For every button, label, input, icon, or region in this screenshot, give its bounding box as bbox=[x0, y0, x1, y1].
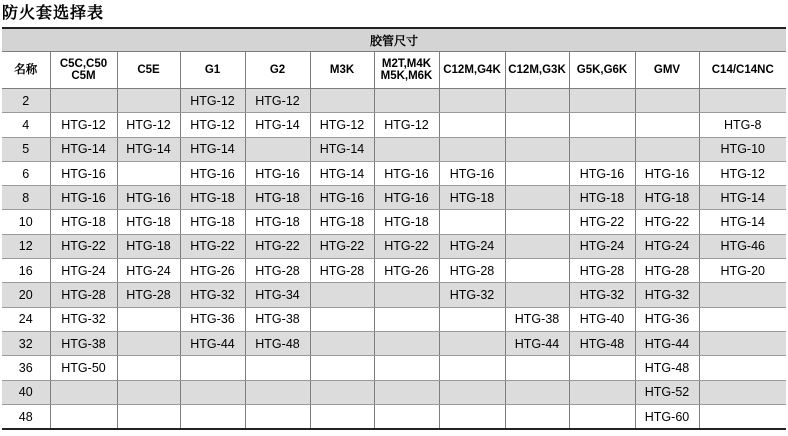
table-cell: HTG-48 bbox=[245, 331, 310, 355]
table-cell bbox=[699, 307, 786, 331]
table-row bbox=[2, 210, 786, 234]
column-header: M2T,M4K M5K,M6K bbox=[374, 52, 439, 89]
table-cell bbox=[50, 380, 117, 404]
table-cell: HTG-16 bbox=[374, 161, 439, 185]
table-row bbox=[2, 113, 786, 137]
table-cell: HTG-46 bbox=[699, 234, 786, 258]
size-cell: 40 bbox=[2, 380, 50, 404]
table-cell: HTG-22 bbox=[180, 234, 245, 258]
table-row bbox=[2, 380, 786, 404]
table-cell bbox=[310, 283, 374, 307]
table-cell bbox=[50, 89, 117, 113]
table-row bbox=[2, 234, 786, 258]
table-cell: HTG-14 bbox=[310, 137, 374, 161]
table-row bbox=[2, 331, 786, 355]
table-row bbox=[2, 259, 786, 283]
table-cell bbox=[505, 404, 569, 429]
table-cell bbox=[569, 356, 635, 380]
page-title: 防火套选择表 bbox=[2, 3, 105, 22]
table-cell: HTG-60 bbox=[635, 404, 699, 429]
table-cell bbox=[117, 89, 180, 113]
table-cell: HTG-44 bbox=[505, 331, 569, 355]
table-cell: HTG-18 bbox=[439, 186, 505, 210]
table-cell bbox=[569, 380, 635, 404]
table-cell bbox=[505, 283, 569, 307]
column-header: G5K,G6K bbox=[569, 52, 635, 89]
table-cell bbox=[505, 89, 569, 113]
table-cell: HTG-16 bbox=[245, 161, 310, 185]
table-cell: HTG-14 bbox=[180, 137, 245, 161]
table-cell bbox=[180, 356, 245, 380]
table-cell: HTG-18 bbox=[180, 186, 245, 210]
table-cell bbox=[505, 210, 569, 234]
table-cell: HTG-18 bbox=[569, 186, 635, 210]
table-cell: HTG-16 bbox=[180, 161, 245, 185]
table-row bbox=[2, 307, 786, 331]
table-cell: HTG-18 bbox=[180, 210, 245, 234]
column-header: C12M,G3K bbox=[505, 52, 569, 89]
size-cell: 48 bbox=[2, 404, 50, 429]
column-header: GMV bbox=[635, 52, 699, 89]
table-cell: HTG-18 bbox=[117, 234, 180, 258]
table-cell: HTG-14 bbox=[310, 161, 374, 185]
table-cell bbox=[439, 113, 505, 137]
size-cell: 2 bbox=[2, 89, 50, 113]
table-cell bbox=[439, 307, 505, 331]
selection-table bbox=[2, 27, 786, 430]
table-cell bbox=[374, 404, 439, 429]
table-cell: HTG-26 bbox=[180, 259, 245, 283]
table-cell: HTG-28 bbox=[50, 283, 117, 307]
table-cell bbox=[374, 89, 439, 113]
table-cell bbox=[699, 283, 786, 307]
column-header: G1 bbox=[180, 52, 245, 89]
table-cell: HTG-28 bbox=[245, 259, 310, 283]
table-cell: HTG-10 bbox=[699, 137, 786, 161]
table-cell bbox=[439, 380, 505, 404]
column-header: C14/C14NC bbox=[699, 52, 786, 89]
table-cell: HTG-38 bbox=[505, 307, 569, 331]
table-cell bbox=[310, 331, 374, 355]
table-row bbox=[2, 89, 786, 113]
table-cell bbox=[50, 404, 117, 429]
size-cell: 20 bbox=[2, 283, 50, 307]
table-cell bbox=[374, 307, 439, 331]
table-cell: HTG-20 bbox=[699, 259, 786, 283]
table-cell: HTG-24 bbox=[569, 234, 635, 258]
column-header: 名称 bbox=[2, 52, 50, 89]
table-row bbox=[2, 137, 786, 161]
table-cell bbox=[569, 404, 635, 429]
table-cell bbox=[439, 210, 505, 234]
table-cell: HTG-12 bbox=[180, 89, 245, 113]
table-row bbox=[2, 161, 786, 185]
table-cell bbox=[245, 356, 310, 380]
table-cell bbox=[310, 404, 374, 429]
table-cell bbox=[505, 234, 569, 258]
table-cell bbox=[699, 89, 786, 113]
table-cell: HTG-16 bbox=[374, 186, 439, 210]
table-cell: HTG-22 bbox=[50, 234, 117, 258]
table-cell bbox=[439, 404, 505, 429]
table-cell: HTG-48 bbox=[569, 331, 635, 355]
table-cell: HTG-28 bbox=[439, 259, 505, 283]
table-cell bbox=[310, 380, 374, 404]
table-cell: HTG-22 bbox=[569, 210, 635, 234]
table-cell bbox=[374, 356, 439, 380]
table-cell bbox=[117, 331, 180, 355]
table-cell: HTG-24 bbox=[50, 259, 117, 283]
column-header: C5C,C50 C5M bbox=[50, 52, 117, 89]
table-cell bbox=[699, 404, 786, 429]
table-cell bbox=[699, 380, 786, 404]
table-cell: HTG-22 bbox=[635, 210, 699, 234]
table-cell bbox=[117, 356, 180, 380]
table-row bbox=[2, 186, 786, 210]
table-cell bbox=[180, 380, 245, 404]
table-cell: HTG-14 bbox=[50, 137, 117, 161]
table-cell: HTG-18 bbox=[245, 210, 310, 234]
table-cell bbox=[439, 331, 505, 355]
table-cell: HTG-22 bbox=[310, 234, 374, 258]
table-cell bbox=[439, 356, 505, 380]
table-cell: HTG-32 bbox=[180, 283, 245, 307]
table-cell: HTG-26 bbox=[374, 259, 439, 283]
table-cell: HTG-12 bbox=[374, 113, 439, 137]
table-cell: HTG-12 bbox=[245, 89, 310, 113]
table-cell bbox=[439, 137, 505, 161]
table-cell: HTG-18 bbox=[117, 210, 180, 234]
table-cell bbox=[117, 161, 180, 185]
table-cell bbox=[310, 356, 374, 380]
table-cell bbox=[245, 404, 310, 429]
table-cell: HTG-52 bbox=[635, 380, 699, 404]
table-cell: HTG-16 bbox=[117, 186, 180, 210]
table-cell bbox=[374, 137, 439, 161]
table-cell: HTG-22 bbox=[374, 234, 439, 258]
table-cell: HTG-36 bbox=[635, 307, 699, 331]
size-cell: 8 bbox=[2, 186, 50, 210]
group-header: 胶管尺寸 bbox=[2, 28, 786, 52]
table-cell: HTG-24 bbox=[117, 259, 180, 283]
table-cell bbox=[310, 89, 374, 113]
table-cell: HTG-18 bbox=[310, 210, 374, 234]
table-cell: HTG-40 bbox=[569, 307, 635, 331]
table-cell: HTG-16 bbox=[439, 161, 505, 185]
table-cell bbox=[374, 380, 439, 404]
column-header: G2 bbox=[245, 52, 310, 89]
size-cell: 16 bbox=[2, 259, 50, 283]
column-header: C5E bbox=[117, 52, 180, 89]
table-cell: HTG-38 bbox=[50, 331, 117, 355]
table-cell bbox=[180, 404, 245, 429]
table-cell bbox=[505, 356, 569, 380]
table-cell: HTG-24 bbox=[439, 234, 505, 258]
size-cell: 36 bbox=[2, 356, 50, 380]
table-cell bbox=[635, 113, 699, 137]
table-cell bbox=[245, 137, 310, 161]
table-cell: HTG-50 bbox=[50, 356, 117, 380]
table-cell: HTG-38 bbox=[245, 307, 310, 331]
size-cell: 4 bbox=[2, 113, 50, 137]
table-cell: HTG-32 bbox=[439, 283, 505, 307]
table-cell bbox=[117, 404, 180, 429]
table-cell bbox=[505, 380, 569, 404]
table-cell: HTG-12 bbox=[180, 113, 245, 137]
table-row bbox=[2, 404, 786, 429]
table-cell: HTG-12 bbox=[699, 161, 786, 185]
table-cell bbox=[699, 331, 786, 355]
size-cell: 6 bbox=[2, 161, 50, 185]
table-cell: HTG-34 bbox=[245, 283, 310, 307]
table-cell: HTG-18 bbox=[245, 186, 310, 210]
table-cell: HTG-14 bbox=[245, 113, 310, 137]
table-cell: HTG-32 bbox=[569, 283, 635, 307]
table-cell bbox=[245, 380, 310, 404]
table-cell: HTG-16 bbox=[50, 186, 117, 210]
size-cell: 5 bbox=[2, 137, 50, 161]
table-cell: HTG-18 bbox=[374, 210, 439, 234]
table-cell bbox=[439, 89, 505, 113]
table-cell: HTG-28 bbox=[635, 259, 699, 283]
table-cell: HTG-16 bbox=[50, 161, 117, 185]
table-cell bbox=[374, 283, 439, 307]
table-row bbox=[2, 283, 786, 307]
column-header: M3K bbox=[310, 52, 374, 89]
table-cell: HTG-22 bbox=[245, 234, 310, 258]
table-cell bbox=[505, 137, 569, 161]
table-cell: HTG-12 bbox=[50, 113, 117, 137]
size-cell: 10 bbox=[2, 210, 50, 234]
table-cell bbox=[117, 380, 180, 404]
table-cell bbox=[699, 356, 786, 380]
table-cell bbox=[635, 137, 699, 161]
table-cell: HTG-14 bbox=[699, 186, 786, 210]
table-cell: HTG-24 bbox=[635, 234, 699, 258]
table-cell: HTG-16 bbox=[310, 186, 374, 210]
table-cell: HTG-28 bbox=[310, 259, 374, 283]
table-cell: HTG-12 bbox=[310, 113, 374, 137]
table-cell: HTG-18 bbox=[50, 210, 117, 234]
table-cell bbox=[569, 89, 635, 113]
size-cell: 24 bbox=[2, 307, 50, 331]
table-cell: HTG-28 bbox=[117, 283, 180, 307]
table-cell: HTG-48 bbox=[635, 356, 699, 380]
table-cell bbox=[505, 259, 569, 283]
size-cell: 12 bbox=[2, 234, 50, 258]
table-cell bbox=[505, 161, 569, 185]
table-cell bbox=[117, 307, 180, 331]
table-cell: HTG-16 bbox=[569, 161, 635, 185]
table-cell: HTG-8 bbox=[699, 113, 786, 137]
table-cell bbox=[569, 137, 635, 161]
table-cell bbox=[569, 113, 635, 137]
table-cell: HTG-12 bbox=[117, 113, 180, 137]
table-cell: HTG-44 bbox=[635, 331, 699, 355]
table-cell bbox=[505, 186, 569, 210]
table-cell bbox=[374, 331, 439, 355]
table-cell: HTG-28 bbox=[569, 259, 635, 283]
table-cell bbox=[310, 307, 374, 331]
table-cell: HTG-14 bbox=[699, 210, 786, 234]
table-cell bbox=[505, 113, 569, 137]
table-cell: HTG-18 bbox=[635, 186, 699, 210]
table-cell: HTG-16 bbox=[635, 161, 699, 185]
column-header-row bbox=[2, 52, 786, 89]
table-cell: HTG-32 bbox=[635, 283, 699, 307]
table-cell: HTG-36 bbox=[180, 307, 245, 331]
table-cell: HTG-32 bbox=[50, 307, 117, 331]
table-cell: HTG-14 bbox=[117, 137, 180, 161]
table-row bbox=[2, 356, 786, 380]
table-cell bbox=[635, 89, 699, 113]
size-cell: 32 bbox=[2, 331, 50, 355]
column-header: C12M,G4K bbox=[439, 52, 505, 89]
table-cell: HTG-44 bbox=[180, 331, 245, 355]
